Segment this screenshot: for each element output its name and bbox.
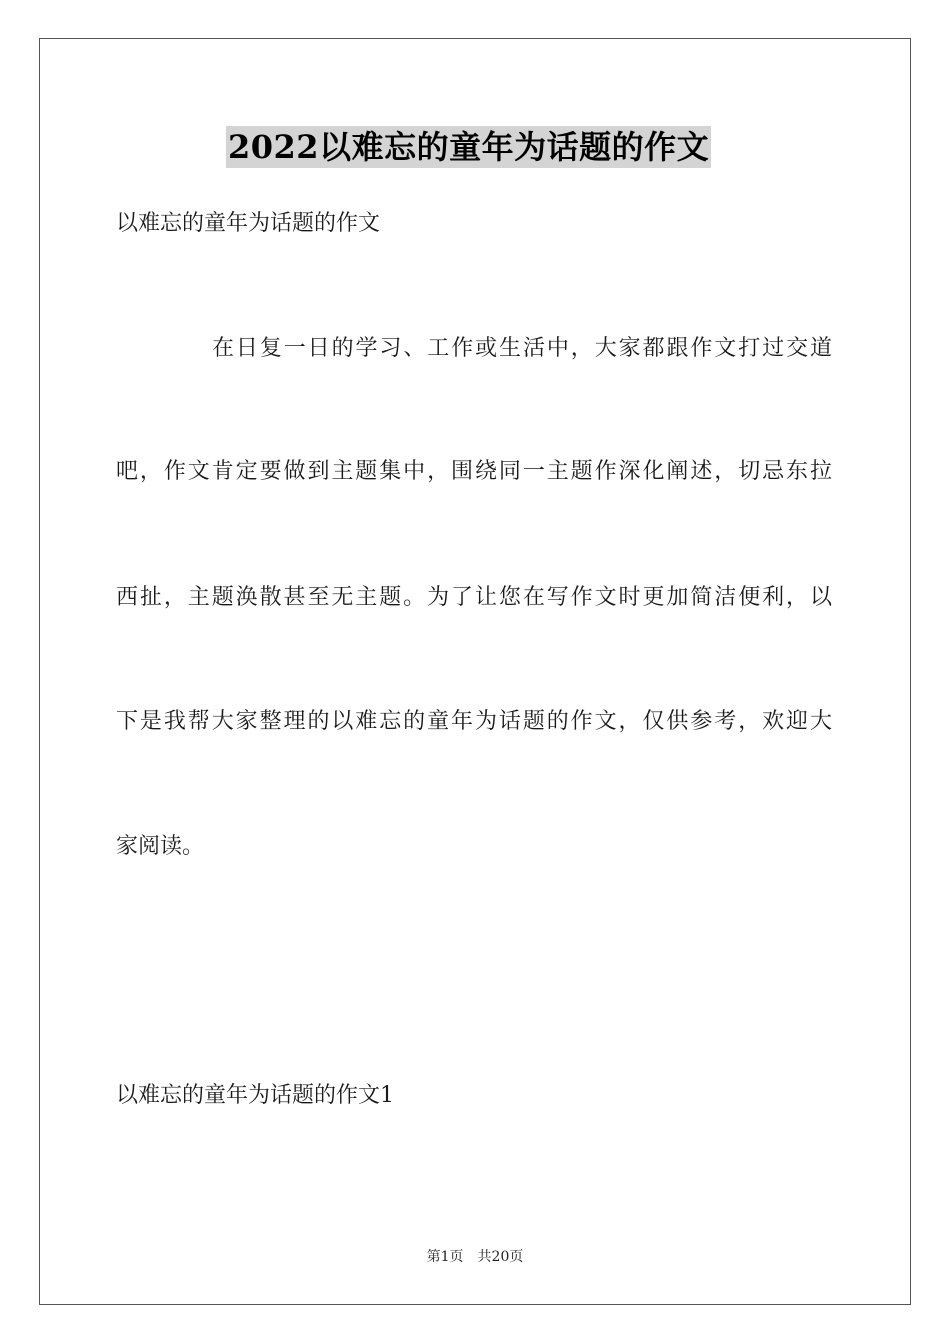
intro-line-4: 下是我帮大家整理的以难忘的童年为话题的作文，仅供参考，欢迎大 (116, 709, 832, 734)
intro-line-2: 吧，作文肯定要做到主题集中，围绕同一主题作深化阐述，切忌东拉 (116, 459, 832, 484)
page-footer (0, 1246, 950, 1266)
intro-line-3: 西扯，主题涣散甚至无主题。为了让您在写作文时更加简洁便利，以 (116, 585, 832, 610)
document-title: 2022以难忘的童年为话题的作文 (228, 128, 710, 166)
page-total: 共20页 (477, 1249, 524, 1265)
section-heading: 以难忘的童年为话题的作文1 (116, 1083, 394, 1108)
document-subtitle: 以难忘的童年为话题的作文 (116, 211, 381, 236)
intro-line-1: 在日复一日的学习、工作或生活中，大家都跟作文打过交道 (212, 336, 832, 361)
page-number: 第1页 (426, 1249, 464, 1265)
intro-line-5: 家阅读。 (116, 834, 205, 859)
